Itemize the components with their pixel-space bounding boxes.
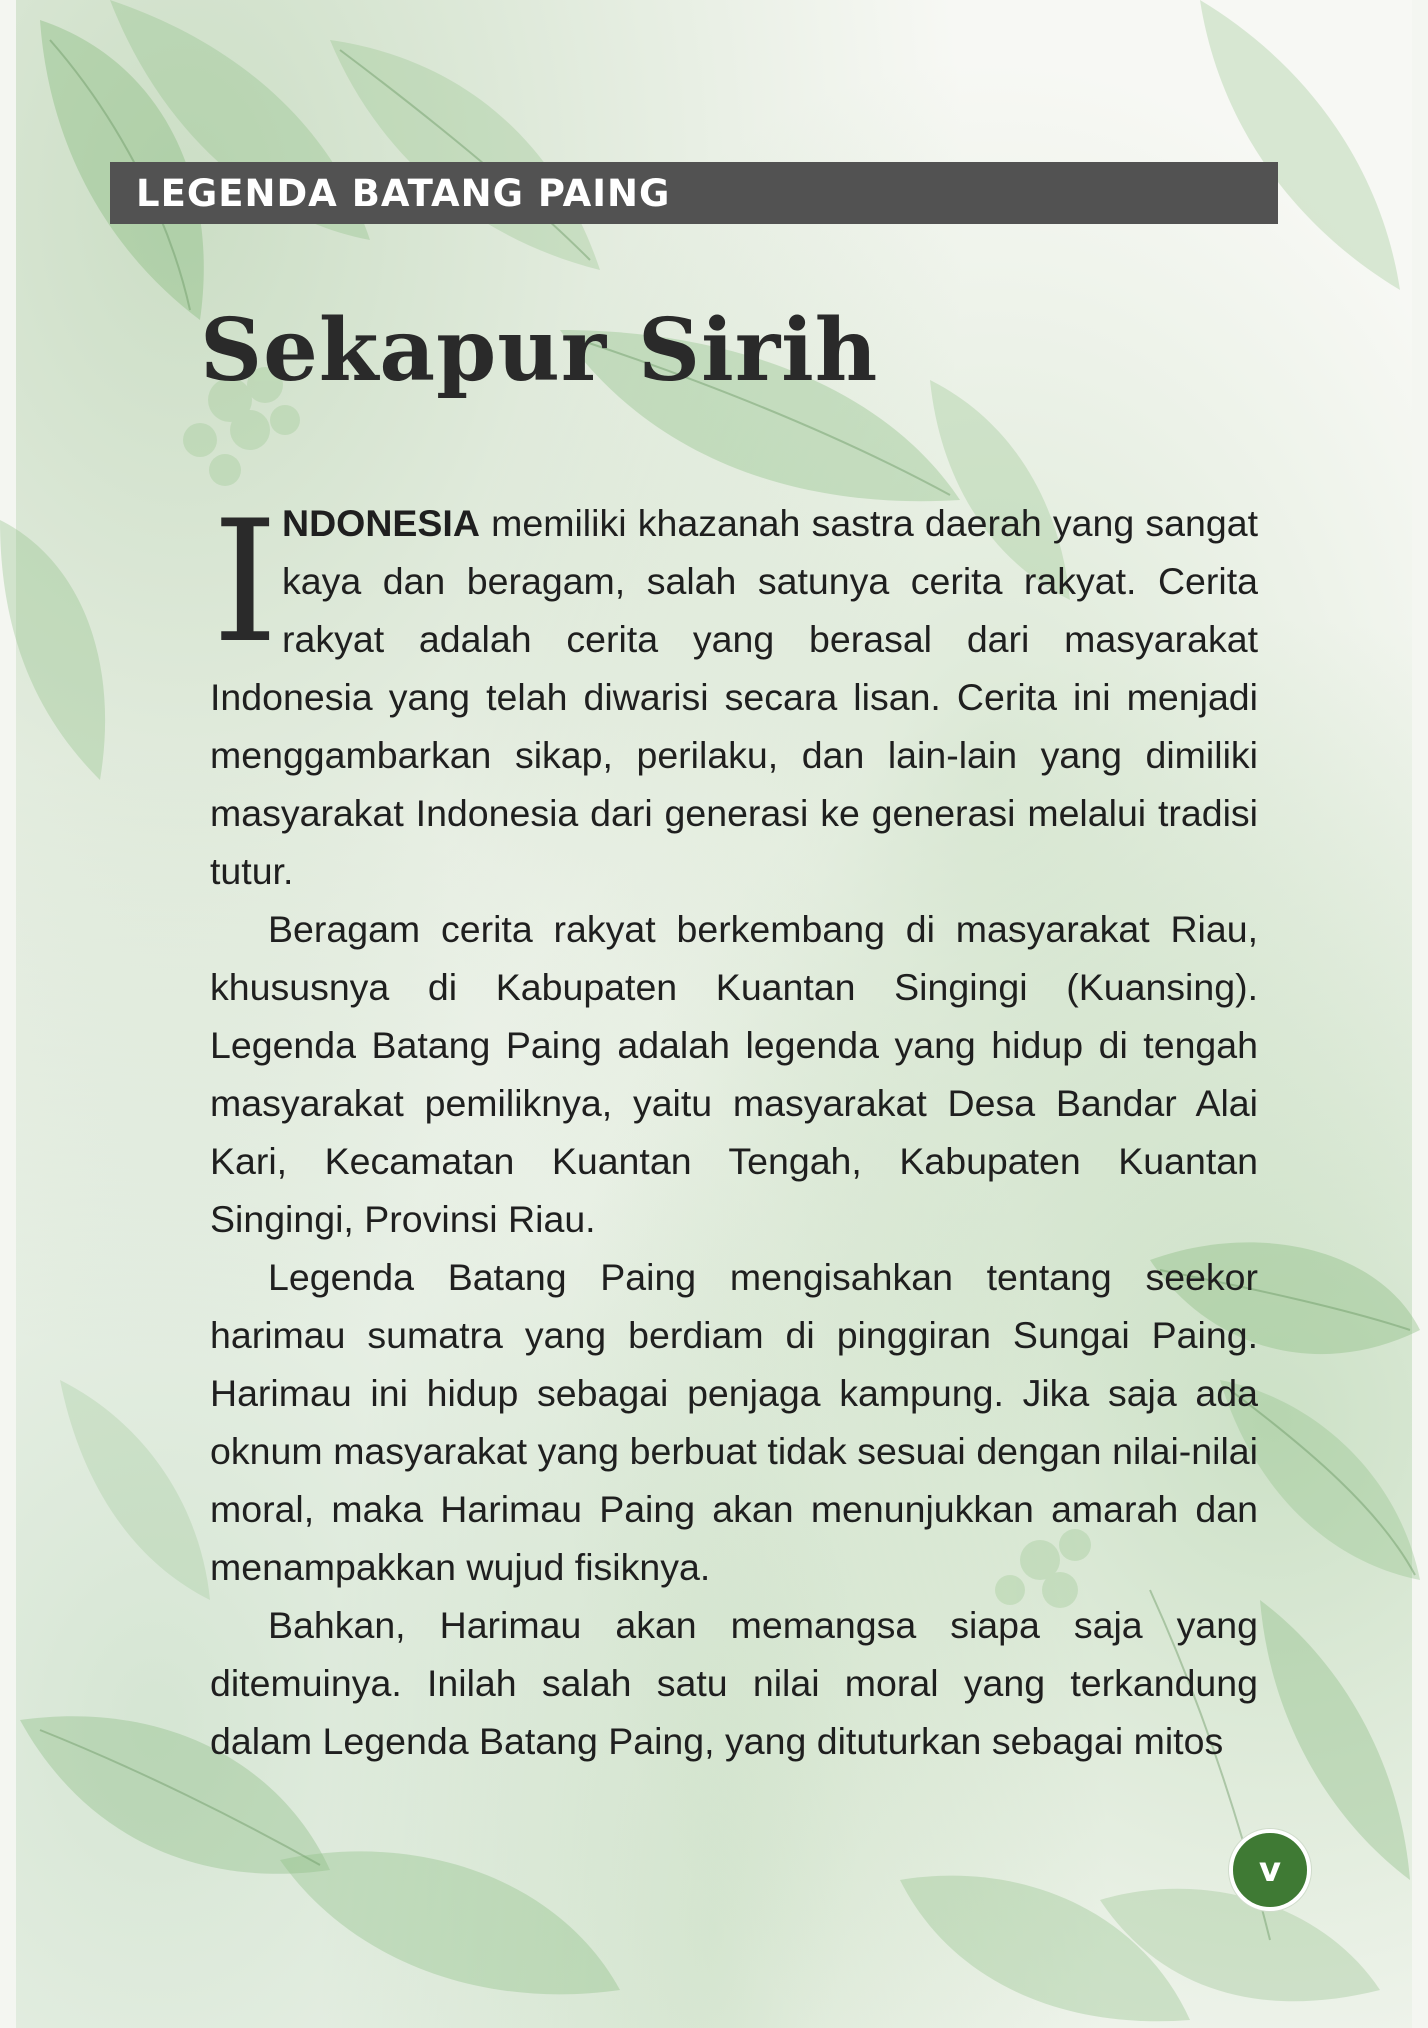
drop-cap-container [210,484,279,680]
paragraph-1 [210,484,1258,900]
lead-word: NDONESIA [282,502,480,544]
drop-cap: I [212,484,279,680]
body-text [210,484,1258,1770]
page-number-badge: v [1229,1829,1311,1911]
running-header [110,162,1278,224]
paragraph-2: Beragam cerita rakyat berkembang di masyarakat Riau, khususnya di Kabupaten Kuantan Singingi (Kuansing). Legenda Batang Paing adalah legenda yang hidup di tengah masyarakat pemiliknya, yaitu masyarakat Desa Bandar Alai Kari, Kecamatan Kuantan Tengah, Kabupaten Kuantan Singingi, Provinsi Riau. [210,908,1258,1240]
page-title: Sekapur Sirih [200,300,879,401]
book-title: LEGENDA BATANG PAING [136,171,671,215]
paragraph-1-text: memiliki khazanah sastra daerah yang sangat kaya dan beragam, salah satunya cerita rakyat. Cerita rakyat adalah cerita yang berasal dari masyarakat Indonesia yang telah diwarisi secara lisan. Cerita ini menjadi menggambarkan sikap, perilaku, dan lain-lain yang dimiliki masyarakat Indonesia dari generasi ke generasi melalui tradisi tutur. [210,502,1258,892]
paragraph-3: Legenda Batang Paing mengisahkan tentang seekor harimau sumatra yang berdiam di pinggiran Sungai Paing. Harimau ini hidup sebagai penjaga kampung. Jika saja ada oknum masyarakat yang berbuat tidak sesuai dengan nilai-nilai moral, maka Harimau Paing akan menunjukkan amarah dan menampakkan wujud fisiknya. [210,1256,1258,1588]
paragraph-4: Bahkan, Harimau akan memangsa siapa saja yang ditemuinya. Inilah salah satu nilai moral yang terkandung dalam Legenda Batang Paing, yang dituturkan sebagai mitos [210,1604,1258,1762]
